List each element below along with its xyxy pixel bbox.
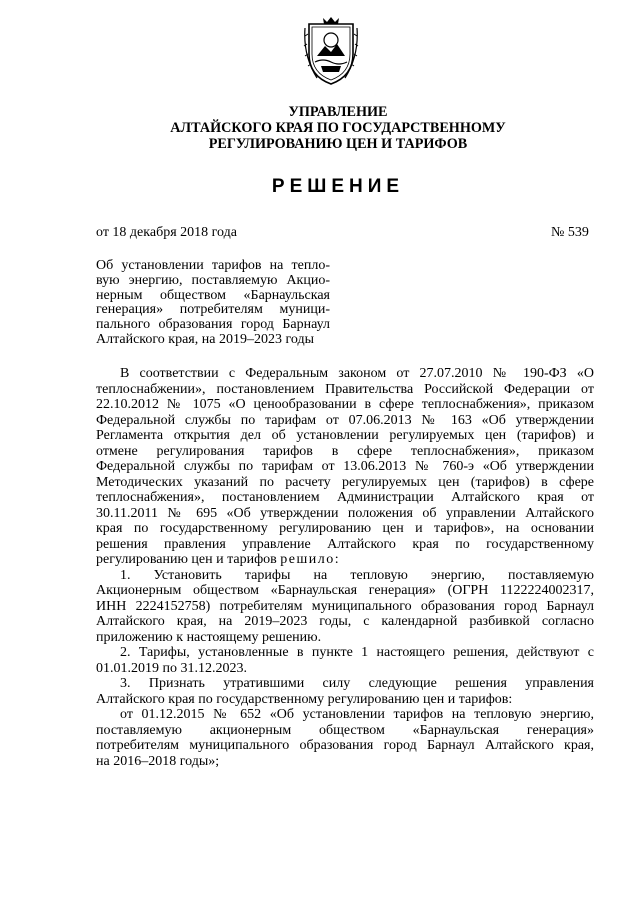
body-line: [96, 552, 594, 568]
clause-1-line: 1. Установить тарифы на тепловую энергию, поставляемую: [120, 567, 594, 583]
body-text: :: [334, 552, 339, 567]
authority-line-3: РЕГУЛИРОВАНИЮ ЦЕН И ТАРИФОВ: [208, 136, 468, 152]
repealed-decision-line: от 01.12.2015 № 652 «Об установлении тарифов на тепловую энергию,: [120, 707, 594, 722]
decision-body: [96, 366, 594, 769]
body-line: 30.11.2011 № 695 «Об утверждении положения об управлении Алтайского: [96, 505, 594, 521]
body-line: теплоснабжении», постановлением Правительства Российской Федерации от: [96, 381, 594, 397]
body-line: приложению к настоящему решению.: [96, 629, 322, 645]
body-line: на 2016–2018 годы»;: [96, 753, 220, 769]
authority-line-1: УПРАВЛЕНИЕ: [288, 104, 388, 120]
subject-line: генерация» потребителям муници-: [96, 302, 330, 318]
decision-date: от 18 декабря 2018 года: [96, 225, 237, 240]
body-line: Акционерным обществом «Барнаульская генерация» (ОГРН 1122224002317,: [96, 583, 594, 598]
body-line: теплоснабжения», постановлением Администрации Алтайского края от: [96, 490, 594, 505]
resolved-keyword: решило: [280, 552, 335, 567]
clause-2-line: 2. Тарифы, установленные в пункте 1 настоящего решения, действуют с: [120, 645, 594, 660]
authority-line-2: АЛТАЙСКОГО КРАЯ ПО ГОСУДАРСТВЕННОМУ: [170, 120, 506, 136]
issuing-authority: [0, 104, 640, 152]
body-line: Алтайского края, на 2019–2023 годы, с календарной разбивкой согласно: [96, 614, 594, 629]
subject-line: пального образования город Барнаул: [96, 317, 330, 333]
body-line: поставляемую акционерным обществом «Барнаульская генерация»: [96, 722, 594, 738]
body-line: 01.01.2019 по 31.12.2023.: [96, 660, 247, 676]
body-line: отмене регулирования тарифов в сфере теплоснабжения», приказом: [96, 443, 594, 459]
subject-line: вую энергию, поставляемую Акцио-: [96, 272, 330, 288]
body-line: решения правления управление Алтайского края по государственному: [96, 536, 594, 552]
body-line: края по государственному регулированию цен и тарифов», на основании: [96, 521, 594, 536]
decision-subject: [96, 259, 330, 348]
clause-3-line: 3. Признать утратившими силу следующие решения управления: [120, 676, 594, 691]
body-line: Методических указаний по расчету регулируемых цен (тарифов) в сфере: [96, 474, 594, 490]
body-line: Федеральной службы по тарифам от 07.06.2013 № 163 «Об утверждении: [96, 412, 594, 428]
body-line: Алтайского края по государственному регулированию цен и тарифов:: [96, 691, 513, 707]
body-line: ИНН 2224152758) потребителям муниципального образования город Барнаул: [96, 598, 594, 614]
body-line: 22.10.2012 № 1075 «О ценообразовании в сфере теплоснабжения», приказом: [96, 397, 594, 412]
body-text: регулированию цен и тарифов: [96, 552, 281, 567]
coat-of-arms-icon: [303, 16, 359, 88]
body-line: Регламента открытия дел об установлении регулируемых цен (тарифов) и: [96, 428, 594, 443]
body-line: В соответствии с Федеральным законом от 27.07.2010 № 190-ФЗ «О: [120, 366, 594, 381]
body-line: Федеральной службы по тарифам от 13.06.2013 № 760-э «Об утверждении: [96, 459, 594, 474]
decision-number: № 539: [551, 225, 589, 240]
subject-line: нерным обществом «Барнаульская: [96, 287, 330, 303]
subject-line: Об установлении тарифов на тепло-: [96, 258, 330, 273]
document-title: РЕШЕНИЕ: [271, 176, 405, 197]
subject-line: Алтайского края, на 2019–2023 годы: [96, 331, 314, 347]
body-line: потребителям муниципального образования город Барнаул Алтайского края,: [96, 738, 594, 753]
